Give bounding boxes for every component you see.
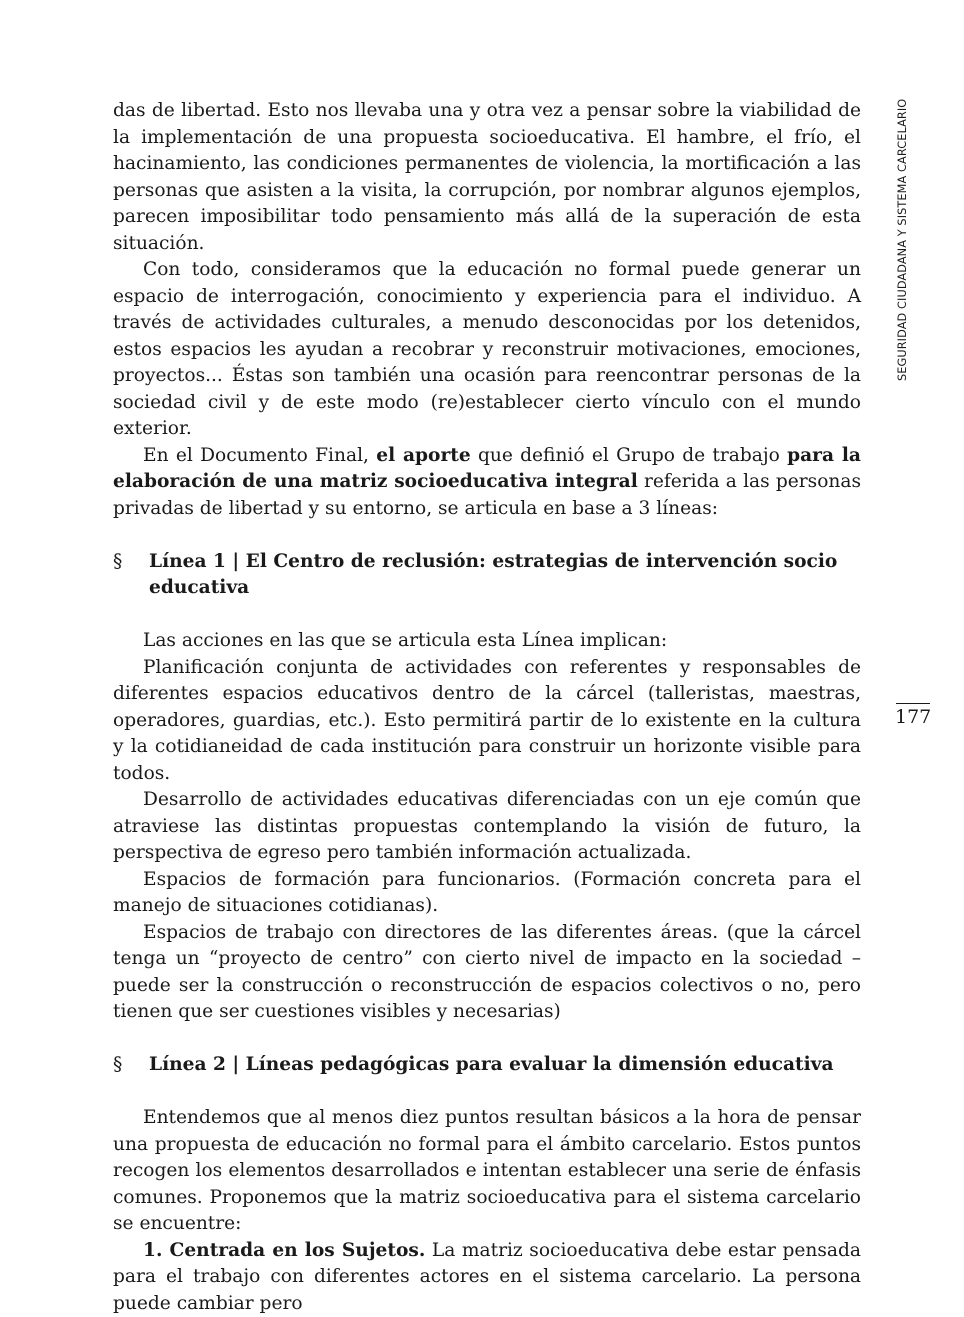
bold-run: para la elaboración de una matriz socioeducativa integral xyxy=(113,445,861,493)
section-heading-linea-1 xyxy=(113,549,861,602)
bold-run: el aporte xyxy=(376,445,470,466)
text-run: que definió el Grupo de trabajo xyxy=(471,445,787,466)
paragraph: Con todo, consideramos que la educación no formal puede generar un espacio de interrogación, conocimiento y experiencia para el individuo. A través de actividades culturales, a menudo desconocidas por los detenidos, estos espacios les ayudan a recobrar y reconstruir motivaciones, emociones, proyectos... Éstas son también una ocasión para reencontrar personas de la sociedad civil y de este modo (re)establecer cierto vínculo con el mundo exterior. xyxy=(113,257,861,443)
paragraph: Espacios de trabajo con directores de las diferentes áreas. (que la cárcel tenga un “proyecto de centro” con cierto nivel de impacto en la sociedad –puede ser la construcción o reconstrucción de espacios colectivos o no, pero tienen que ser cuestiones visibles y necesarias) xyxy=(113,920,861,1026)
bold-run: 1. Centrada en los Sujetos. xyxy=(143,1240,425,1261)
section-heading-text: Línea 1 | El Centro de reclusión: estrategias de intervención socio educativa xyxy=(149,549,861,602)
running-header-vertical: SEGURIDAD CIUDADANA Y SISTEMA CARCELARIO xyxy=(896,99,916,381)
section-heading-text: Línea 2 | Líneas pedagógicas para evaluar la dimensión educativa xyxy=(149,1052,834,1079)
section-symbol: § xyxy=(113,1052,149,1079)
section-heading-linea-2 xyxy=(113,1052,861,1079)
paragraph: das de libertad. Esto nos llevaba una y otra vez a pensar sobre la viabilidad de la implementación de una propuesta socioeducativa. El hambre, el frío, el hacinamiento, las condiciones permanentes de violencia, la mortificación a las personas que asisten a la visita, la corrupción, por nombrar algunos ejemplos, parecen imposibilitar todo pensamiento más allá de la superación de esta situación. xyxy=(113,98,861,257)
page-number: 177 xyxy=(895,706,931,728)
paragraph: Las acciones en las que se articula esta Línea implican: xyxy=(113,628,861,655)
paragraph xyxy=(113,1238,861,1317)
paragraph: Espacios de formación para funcionarios. (Formación concreta para el manejo de situaciones cotidianas). xyxy=(113,867,861,920)
text-run: La matriz socioeducativa debe estar pensada para el trabajo con diferentes actores en el sistema carcelario. La persona puede cambiar pero xyxy=(113,1240,861,1314)
paragraph: Entendemos que al menos diez puntos resultan básicos a la hora de pensar una propuesta de educación no formal para el ámbito carcelario. Estos puntos recogen los elementos desarrollados e intentan establecer una serie de énfasis comunes. Proponemos que la matriz socioeducativa para el sistema carcelario se encuentre: xyxy=(113,1105,861,1238)
body-text xyxy=(113,98,861,1317)
text-run: En el Documento Final, xyxy=(143,445,376,466)
paragraph: Desarrollo de actividades educativas diferenciadas con un eje común que atraviese las distintas propuestas contemplando la visión de futuro, la perspectiva de egreso pero también información actualizada. xyxy=(113,787,861,867)
text-run: referida a las personas privadas de libertad y su entorno, se articula en base a 3 líneas: xyxy=(113,471,861,519)
page-number-rule xyxy=(896,703,930,704)
paragraph xyxy=(113,443,861,523)
section-symbol: § xyxy=(113,549,149,576)
paragraph: Planificación conjunta de actividades con referentes y responsables de diferentes espacios educativos dentro de la cárcel (talleristas, maestras, operadores, guardias, etc.). Esto permitirá partir de lo existente en la cultura y la cotidianeidad de cada institución para construir un horizonte visible para todos. xyxy=(113,655,861,788)
